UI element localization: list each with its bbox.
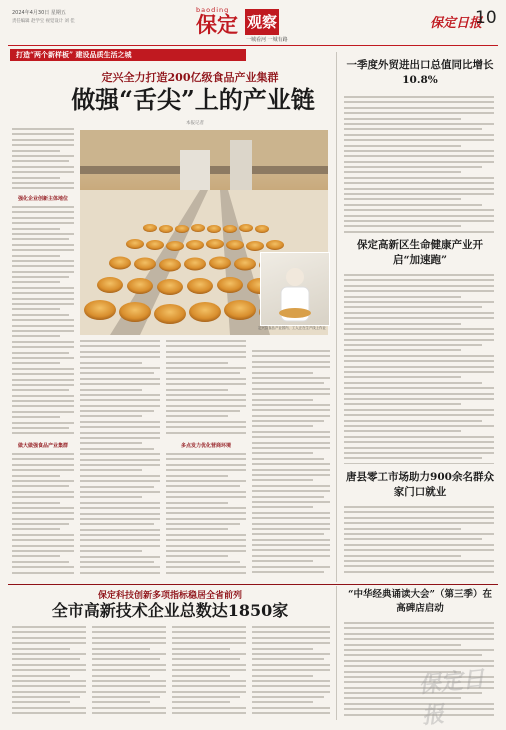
right-story-1-body <box>344 96 494 234</box>
lead-kicker: 定兴全力打造200亿级食品产业集群 <box>101 71 279 84</box>
lead-byline: 本报记者 <box>186 121 204 126</box>
watermark-logo: 保定日报 <box>417 665 486 730</box>
bottom-kicker: 保定科技创新多项指标稳居全省前列 <box>97 591 242 601</box>
masthead <box>0 0 506 46</box>
editor-line: 责任编辑 赵学宝 视觉设计 刘 佳 <box>12 19 75 24</box>
masthead-city: 保定 <box>196 12 238 37</box>
masthead-slogan: 一城看河 一城有路 <box>246 37 288 43</box>
lead-photo-caption: 定兴县食品产业园内，工人正在生产线上作业 <box>258 326 326 330</box>
date-line: 2024年4月30日 星期五 <box>12 10 66 16</box>
right-story-2-body <box>344 274 494 464</box>
bottom-col-3 <box>172 626 246 720</box>
lead-col-4 <box>252 350 330 576</box>
paper-name: 保定日报 <box>430 16 483 31</box>
masthead-rule <box>8 45 498 46</box>
banner-text: 打造“两个新样板” 建设品质生活之城 <box>16 50 132 59</box>
masthead-section: 观察 <box>247 13 278 31</box>
lead-col-3b <box>166 453 246 575</box>
worker-image <box>261 253 329 325</box>
bottom-col-2 <box>92 626 166 720</box>
right-story-3-title: 唐县零工市场助力900余名群众家门口就业 <box>346 471 494 498</box>
bottom-rule <box>8 584 498 585</box>
bottom-col-1 <box>12 626 86 720</box>
right-story-1-title: 一季度外贸进出口总值同比增长10.8% <box>346 59 494 86</box>
lead-inset-photo <box>260 252 330 326</box>
lead-col-3a <box>166 340 246 440</box>
lead-subhead-3: 做大做强食品产业集群 <box>17 443 68 449</box>
right-story-4-title: “中华经典诵读大会”（第三季）在高碑店启动 <box>348 589 492 614</box>
lead-subhead-1: 强化企业创新主体地位 <box>17 196 68 202</box>
right-story-3-body <box>344 506 494 576</box>
masthead-pinyin: baoding <box>196 6 230 14</box>
lead-col-1b <box>12 206 74 438</box>
column-divider <box>336 52 337 582</box>
lead-subhead-2: 多点发力优化营商环境 <box>180 443 231 449</box>
bottom-col-4 <box>252 626 330 720</box>
lead-title: 做强“舌尖”上的产业链 <box>71 85 315 114</box>
right-story-2-title: 保定高新区生命健康产业开启“加速跑” <box>357 239 483 266</box>
bottom-divider <box>336 586 337 720</box>
lead-col-1c <box>12 453 74 575</box>
page-number: 10 <box>475 8 497 28</box>
lead-col-1 <box>12 128 74 192</box>
bottom-title: 全市高新技术企业总数达1850家 <box>51 601 289 620</box>
lead-col-2 <box>80 340 160 576</box>
